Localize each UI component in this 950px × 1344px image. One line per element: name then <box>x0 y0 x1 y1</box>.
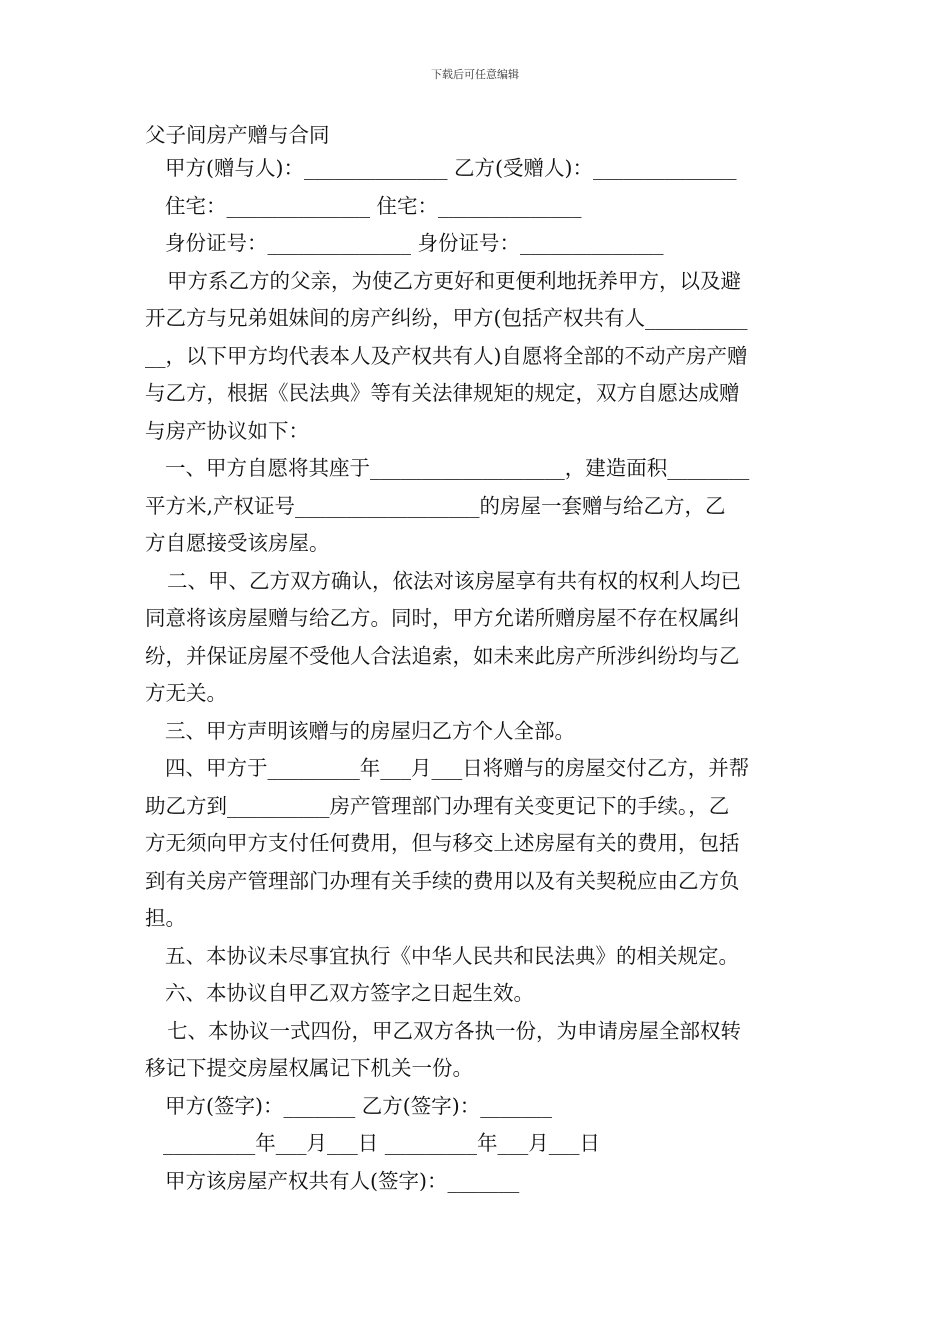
document-title: 父子间房产赠与合同 <box>145 123 330 147</box>
clause-1-line: 方自愿接受该房屋。 <box>145 531 330 555</box>
clause-1-line: 一、甲方自愿将其座于___________________，建造面积________ <box>165 456 750 480</box>
clause-2-line: 同意将该房屋赠与给乙方。同时，甲方允诺所赠房屋不存在权属纠 <box>145 606 740 630</box>
id-number-line: 身份证号：______________ 身份证号：______________ <box>165 231 664 255</box>
clause-4-line: 担。 <box>145 906 186 930</box>
co-owner-signature-line: 甲方该房屋产权共有人(签字)：_______ <box>165 1168 520 1193</box>
contract-body <box>145 120 810 1200</box>
signature-line: 甲方(签字)：_______ 乙方(签字)：_______ <box>165 1093 553 1118</box>
clause-3-line: 三、甲方声明该赠与的房屋归乙方个人全部。 <box>165 718 575 743</box>
clause-7-line: 七、本协议一式四份，甲乙双方各执一份，为申请房屋全部权转 <box>167 1018 741 1043</box>
clause-1-line: 平方米,产权证号__________________的房屋一套赠与给乙方，乙 <box>145 493 726 518</box>
party-line: 甲方(赠与人)：______________ 乙方(受赠人)：______________ <box>165 156 737 180</box>
address-line: 住宅：______________ 住宅：______________ <box>165 193 582 218</box>
clause-4-line: 到有关房产管理部门办理有关手续的费用以及有关契税应由乙方负 <box>145 868 740 893</box>
clause-2-line: 二、甲、乙方双方确认，依法对该房屋享有共有权的权利人均已 <box>167 568 741 593</box>
clause-7-line: 移记下提交房屋权属记下机关一份。 <box>145 1056 473 1080</box>
clause-4-line: 助乙方到__________房产管理部门办理有关变更记下的手续。，乙 <box>145 793 730 818</box>
clause-2-line: 方无关。 <box>145 681 227 705</box>
clause-5-line: 五、本协议未尽事宜执行《中华人民共和民法典》的相关规定。 <box>165 943 739 968</box>
preamble-line: 与乙方，根据《民法典》等有关法律规矩的规定，双方自愿达成赠 <box>145 381 740 405</box>
clause-2-line: 纷，并保证房屋不受他人合法追索，如未来此房产所涉纠纷均与乙 <box>145 643 740 668</box>
page-header: 下载后可任意编辑 <box>431 68 519 81</box>
preamble-line: 与房产协议如下： <box>145 418 309 443</box>
preamble-line: 开乙方与兄弟姐妹间的房产纠纷，甲方(包括产权共有人__________ <box>145 306 748 330</box>
date-line: _________年___月___日 _________年___月___日 <box>163 1131 601 1155</box>
clause-4-line: 四、甲方于_________年___月___日将赠与的房屋交付乙方，并帮 <box>165 756 750 780</box>
clause-4-line: 方无须向甲方支付任何费用，但与移交上述房屋有关的费用，包括 <box>145 831 740 855</box>
clause-6-line: 六、本协议自甲乙双方签字之日起生效。 <box>165 981 534 1005</box>
preamble-line: __，以下甲方均代表本人及产权共有人)自愿将全部的不动产房产赠 <box>145 343 748 368</box>
preamble-line: 甲方系乙方的父亲，为使乙方更好和更便利地抚养甲方，以及避 <box>167 268 741 293</box>
